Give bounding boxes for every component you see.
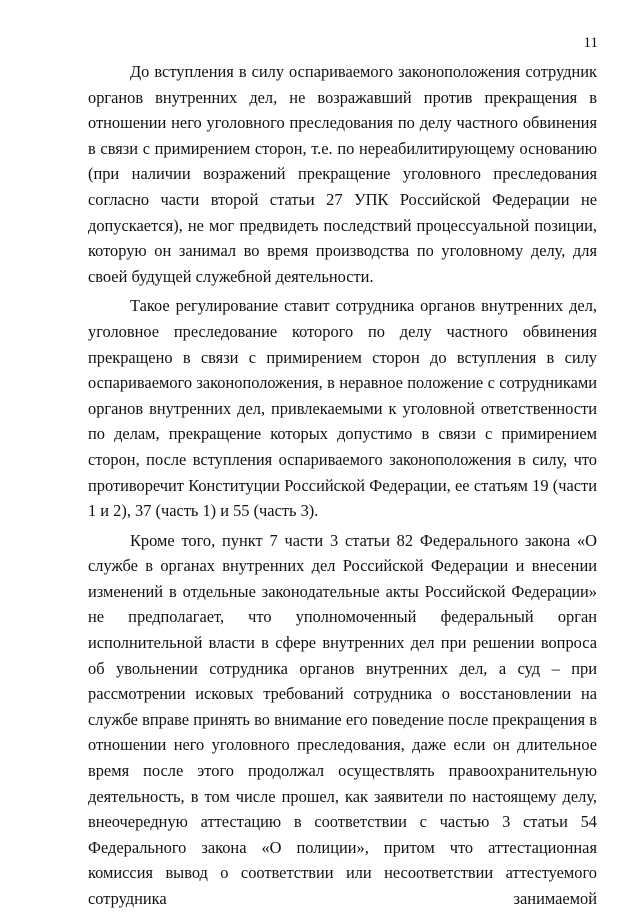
page-number: 11 [583, 35, 598, 51]
document-body [88, 59, 597, 916]
paragraph-3: Кроме того, пункт 7 части 3 статьи 82 Федерального закона «О службе в органах внутренних дел Российской Федерации и внесении изменений в отдельные законодательные акты Российской Федерации» не предполагает, что уполномоченный федеральный орган исполнительной власти в сфере внутренних дел при решении вопроса об увольнении сотрудника органов внутренних дел, а суд – при рассмотрении исковых требований сотрудника о восстановлении на службе вправе принять во внимание его поведение после прекращения в отношении него уголовного преследования, даже если он длительное время после этого продолжал осуществлять правоохранительную деятельность, в том числе прошел, как заявители по настоящему делу, внеочередную аттестацию в соответствии с частью 3 статьи 54 Федерального закона «О полиции», притом что аттестационная комиссия вывод о соответствии или несоответствии аттестуемого сотрудника занимаемой [88, 530, 597, 908]
paragraph-2: Такое регулирование ставит сотрудника органов внутренних дел, уголовное преследование которого по делу частного обвинения прекращено в связи с примирением сторон до вступления в силу оспариваемого законоположения, в неравное положение с сотрудниками органов внутренних дел, привлекаемыми к уголовной ответственности по делам, прекращение которых допустимо в связи с примирением сторон, после вступления оспариваемого законоположения в силу, что противоречит Конституции Российской Федерации, ее статьям 19 (части 1 и 2), 37 (часть 1) и 55 (часть 3). [88, 296, 597, 521]
paragraph-1: До вступления в силу оспариваемого законоположения сотрудник органов внутренних дел, не возражавший против прекращения в отношении него уголовного преследования по делу частного обвинения в связи с примирением сторон, т.е. по нереабилитирующему основанию (при наличии возражений прекращение уголовного преследования согласно части второй статьи 27 УПК Российской Федерации не допускается), не мог предвидеть последствий процессуальной позиции, которую он занимал во время производства по уголовному делу, для своей будущей служебной деятельности. [88, 62, 597, 286]
